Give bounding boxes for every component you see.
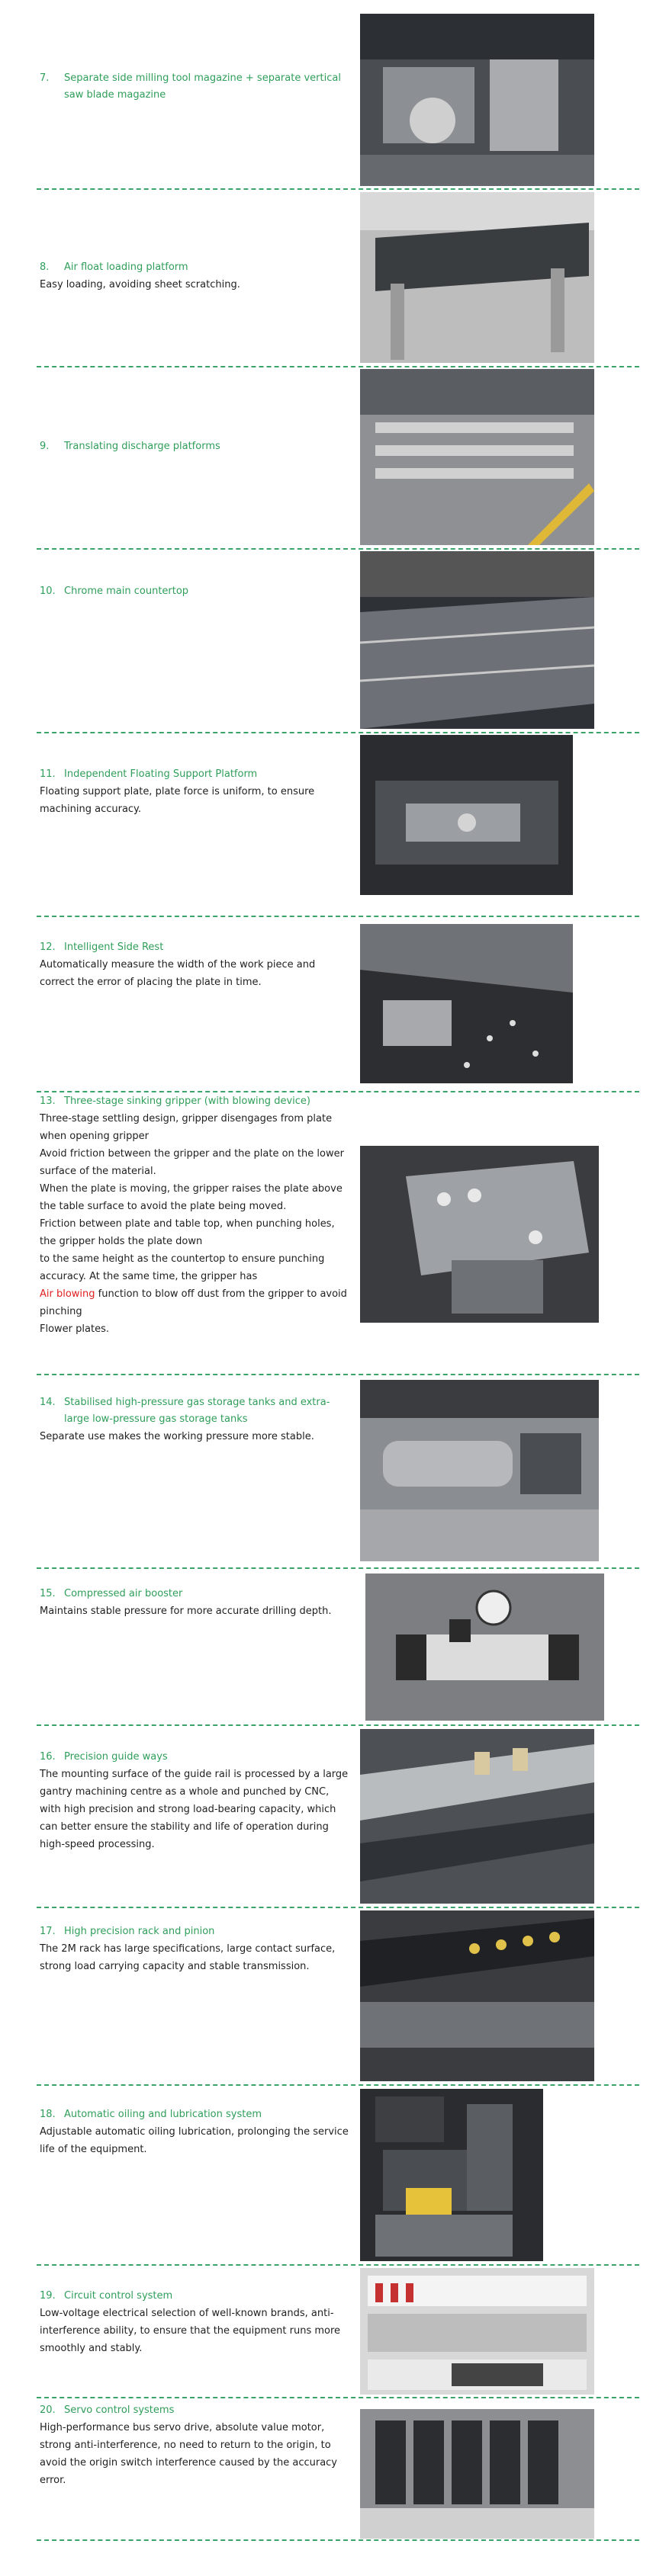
section-number: 19. bbox=[40, 2290, 56, 2302]
section-divider bbox=[37, 2539, 639, 2541]
section-12-title bbox=[40, 939, 352, 956]
countertop-photo bbox=[360, 551, 594, 729]
section-description: to the same height as the countertop to ensure punching accuracy. At the same time, the gripper has bbox=[40, 1253, 325, 1282]
section-title-label: Compressed air booster bbox=[64, 1588, 183, 1599]
section-divider bbox=[37, 2084, 639, 2086]
section-description: Flower plates. bbox=[40, 1323, 109, 1335]
section-divider bbox=[37, 366, 639, 367]
section-description: Easy loading, avoiding sheet scratching. bbox=[40, 279, 240, 290]
section-title-label: High precision rack and pinion bbox=[64, 1926, 215, 1937]
circuit-photo bbox=[360, 2268, 594, 2395]
section-number: 15. bbox=[40, 1588, 56, 1599]
section-title-label: Three-stage sinking gripper (with blowing device) bbox=[64, 1096, 310, 1107]
section-8-text bbox=[40, 259, 352, 294]
section-14-title bbox=[40, 1394, 352, 1428]
section-divider bbox=[37, 2397, 639, 2398]
section-9-text bbox=[40, 438, 352, 455]
section-number: 12. bbox=[40, 942, 56, 953]
section-20-title bbox=[40, 2402, 352, 2419]
servo-photo bbox=[360, 2409, 594, 2539]
section-title-label: Intelligent Side Rest bbox=[64, 942, 164, 953]
section-16-text bbox=[40, 1749, 352, 1853]
section-title-label: Chrome main countertop bbox=[64, 585, 189, 597]
section-10-text bbox=[40, 583, 352, 600]
section-divider bbox=[37, 1374, 639, 1375]
section-11-title bbox=[40, 766, 352, 783]
section-title-label: Automatic oiling and lubrication system bbox=[64, 2109, 262, 2120]
support-platform-photo bbox=[360, 735, 573, 895]
section-number: 8. bbox=[40, 261, 50, 273]
section-10-title bbox=[40, 583, 352, 600]
section-13-text bbox=[40, 1093, 352, 1338]
lubrication-photo bbox=[360, 2089, 543, 2261]
section-20-text bbox=[40, 2402, 352, 2489]
section-description: Low-voltage electrical selection of well-known brands, anti-interference ability, to ensure that the equipment runs more smoothly and stably. bbox=[40, 2308, 341, 2354]
section-divider bbox=[37, 2264, 639, 2266]
section-number: 9. bbox=[40, 441, 50, 452]
section-divider bbox=[37, 916, 639, 917]
section-description: Floating support plate, plate force is uniform, to ensure machining accuracy. bbox=[40, 786, 315, 815]
section-divider bbox=[37, 1567, 639, 1569]
section-title-label: Stabilised high-pressure gas storage tanks and extra-large low-pressure gas storage tanks bbox=[64, 1397, 330, 1425]
section-description: The mounting surface of the guide rail is processed by a large gantry machining centre as a whole and punched by CNC, with high precision and strong load-bearing capacity, which can better ensure the stability and life of operation during high-speed processing. bbox=[40, 1769, 349, 1850]
air-booster-photo bbox=[365, 1574, 604, 1721]
section-18-title bbox=[40, 2106, 352, 2123]
section-divider bbox=[37, 1724, 639, 1726]
section-number: 18. bbox=[40, 2109, 56, 2120]
section-number: 20. bbox=[40, 2404, 56, 2416]
loading-platform-photo bbox=[360, 192, 594, 363]
section-11-text bbox=[40, 766, 352, 818]
section-description-highlight bbox=[40, 1285, 352, 1320]
section-number: 16. bbox=[40, 1751, 56, 1763]
highlight-continuation: function to blow off dust from the gripper to avoid pinching bbox=[40, 1288, 347, 1317]
section-12-text bbox=[40, 939, 352, 991]
section-description: Three-stage settling design, gripper disengages from plate when opening gripper bbox=[40, 1113, 333, 1142]
section-title-label: Air float loading platform bbox=[64, 261, 188, 273]
highlight-text: Air blowing bbox=[40, 1288, 95, 1300]
section-15-title bbox=[40, 1586, 352, 1602]
section-16-title bbox=[40, 1749, 352, 1766]
section-number: 17. bbox=[40, 1926, 56, 1937]
section-13-title bbox=[40, 1093, 352, 1110]
section-number: 7. bbox=[40, 72, 50, 84]
section-description: Separate use makes the working pressure more stable. bbox=[40, 1431, 314, 1442]
tool-magazine-photo bbox=[360, 14, 594, 186]
section-title-label: Precision guide ways bbox=[64, 1751, 168, 1763]
section-description: Adjustable automatic oiling lubrication, prolonging the service life of the equipment. bbox=[40, 2126, 349, 2155]
section-description: Friction between plate and table top, when punching holes, the gripper holds the plate down bbox=[40, 1218, 335, 1247]
side-rest-photo bbox=[360, 924, 573, 1083]
section-17-title bbox=[40, 1923, 352, 1940]
section-number: 11. bbox=[40, 768, 56, 780]
section-divider bbox=[37, 1091, 639, 1092]
section-divider bbox=[37, 732, 639, 733]
section-15-text bbox=[40, 1586, 352, 1620]
section-divider bbox=[37, 188, 639, 190]
section-14-text bbox=[40, 1394, 352, 1445]
gas-tanks-photo bbox=[360, 1380, 599, 1561]
section-19-text bbox=[40, 2288, 352, 2357]
section-title-label: Servo control systems bbox=[64, 2404, 175, 2416]
section-description: Maintains stable pressure for more accurate drilling depth. bbox=[40, 1606, 332, 1617]
section-7-text bbox=[40, 70, 352, 104]
section-number: 10. bbox=[40, 585, 56, 597]
discharge-platform-photo bbox=[360, 369, 594, 545]
section-divider bbox=[37, 1907, 639, 1908]
section-description: When the plate is moving, the gripper raises the plate above the table surface to avoid the plate being moved. bbox=[40, 1183, 343, 1212]
section-title-label: Translating discharge platforms bbox=[64, 441, 220, 452]
section-description: Avoid friction between the gripper and the plate on the lower surface of the material. bbox=[40, 1148, 344, 1177]
section-title-label: Separate side milling tool magazine + separate vertical saw blade magazine bbox=[64, 72, 341, 101]
section-title-label: Independent Floating Support Platform bbox=[64, 768, 258, 780]
section-9-title bbox=[40, 438, 352, 455]
section-title-label: Circuit control system bbox=[64, 2290, 173, 2302]
section-19-title bbox=[40, 2288, 352, 2305]
rack-pinion-photo bbox=[360, 1910, 594, 2081]
section-description: The 2M rack has large specifications, large contact surface, strong load carrying capacity and stable transmission. bbox=[40, 1943, 336, 1972]
section-8-title bbox=[40, 259, 352, 276]
section-number: 14. bbox=[40, 1397, 56, 1408]
section-18-text bbox=[40, 2106, 352, 2158]
section-number: 13. bbox=[40, 1096, 56, 1107]
guide-ways-photo bbox=[360, 1729, 594, 1904]
section-divider bbox=[37, 548, 639, 550]
gripper-photo bbox=[360, 1146, 599, 1323]
section-7-title bbox=[40, 70, 352, 104]
section-description: High-performance bus servo drive, absolute value motor, strong anti-interference, no need to return to the origin, to avoid the origin switch interference caused by the accuracy error. bbox=[40, 2422, 337, 2486]
section-17-text bbox=[40, 1923, 352, 1975]
section-description: Automatically measure the width of the work piece and correct the error of placing the plate in time. bbox=[40, 959, 316, 988]
